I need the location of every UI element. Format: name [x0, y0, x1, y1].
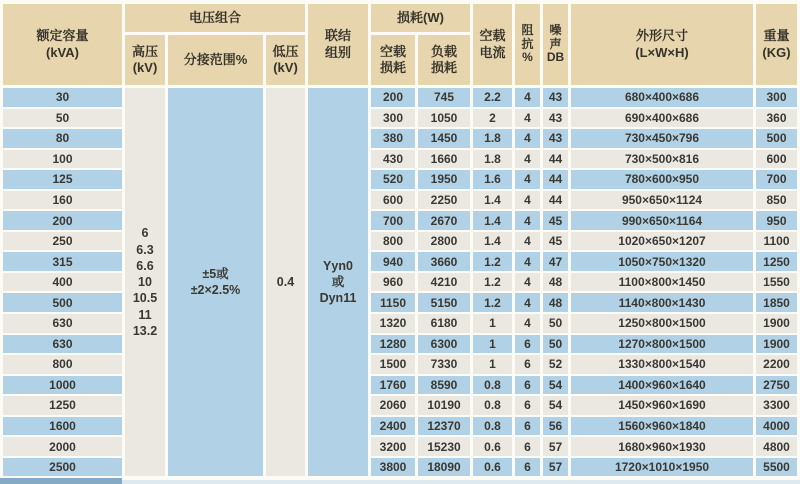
cell-weight: 5500 — [756, 458, 797, 477]
cell-no-load-loss: 300 — [371, 109, 415, 128]
cell-noise: 44 — [543, 170, 568, 189]
spec-table — [3, 4, 797, 476]
cell-dimensions: 1270×800×1500 — [571, 335, 753, 354]
merged-tap-range: ±5或 ±2×2.5% — [168, 88, 263, 476]
cell-impedance: 6 — [515, 437, 540, 456]
cell-no-load-loss: 2060 — [371, 396, 415, 415]
cell-no-load-current: 1.4 — [473, 211, 512, 230]
cell-dimensions: 730×500×816 — [571, 150, 753, 169]
cell-load-loss: 1450 — [418, 129, 470, 148]
cell-dimensions: 950×650×1124 — [571, 191, 753, 210]
table-body — [3, 88, 797, 476]
cell-no-load-current: 0.8 — [473, 417, 512, 436]
cell-no-load-loss: 1500 — [371, 355, 415, 374]
cell-load-loss: 7330 — [418, 355, 470, 374]
cell-no-load-current: 0.8 — [473, 396, 512, 415]
cell-dimensions: 1050×750×1320 — [571, 252, 753, 271]
cell-no-load-current: 1.2 — [473, 273, 512, 292]
cell-no-load-loss: 600 — [371, 191, 415, 210]
cell-noise: 45 — [543, 211, 568, 230]
cell-noise: 56 — [543, 417, 568, 436]
cell-dimensions: 1680×960×1930 — [571, 437, 753, 456]
cell-load-loss: 6300 — [418, 335, 470, 354]
header-voltage-group: 电压组合 — [125, 4, 305, 32]
cell-impedance: 4 — [515, 150, 540, 169]
header-impedance: 阻 抗 % — [515, 4, 540, 85]
cell-no-load-loss: 200 — [371, 88, 415, 107]
cell-noise: 57 — [543, 458, 568, 477]
cell-capacity: 500 — [3, 293, 122, 312]
cell-weight: 1900 — [756, 314, 797, 333]
cell-dimensions: 1100×800×1450 — [571, 273, 753, 292]
cell-no-load-current: 1.4 — [473, 232, 512, 251]
cell-noise: 57 — [543, 437, 568, 456]
cell-load-loss: 5150 — [418, 293, 470, 312]
header-rated-capacity: 额定容量 (kVA) — [3, 4, 122, 85]
cell-load-loss: 1050 — [418, 109, 470, 128]
cell-load-loss: 6180 — [418, 314, 470, 333]
cell-noise: 44 — [543, 150, 568, 169]
header-loss: 损耗(W) — [371, 4, 470, 32]
cell-capacity: 80 — [3, 129, 122, 148]
merged-lv-value: 0.4 — [266, 88, 305, 476]
cell-dimensions: 1250×800×1500 — [571, 314, 753, 333]
cell-noise: 43 — [543, 88, 568, 107]
cell-capacity: 100 — [3, 150, 122, 169]
cell-weight: 1900 — [756, 335, 797, 354]
cell-noise: 44 — [543, 191, 568, 210]
cell-capacity: 200 — [3, 211, 122, 230]
cell-no-load-loss: 1150 — [371, 293, 415, 312]
cell-weight: 4000 — [756, 417, 797, 436]
cell-weight: 2750 — [756, 376, 797, 395]
cell-load-loss: 2250 — [418, 191, 470, 210]
cell-no-load-loss: 800 — [371, 232, 415, 251]
cell-no-load-loss: 960 — [371, 273, 415, 292]
cell-capacity: 250 — [3, 232, 122, 251]
cell-noise: 45 — [543, 232, 568, 251]
cell-no-load-loss: 430 — [371, 150, 415, 169]
cell-dimensions: 730×450×796 — [571, 129, 753, 148]
cell-capacity: 125 — [3, 170, 122, 189]
cell-no-load-loss: 2400 — [371, 417, 415, 436]
merged-hv-values: 6 6.3 6.6 10 10.5 11 13.2 — [125, 88, 165, 476]
cell-no-load-current: 1.6 — [473, 170, 512, 189]
cell-impedance: 4 — [515, 170, 540, 189]
cell-weight: 2200 — [756, 355, 797, 374]
cell-impedance: 6 — [515, 417, 540, 436]
merged-connection-group: Yyn0 或 Dyn11 — [308, 88, 368, 476]
cell-impedance: 4 — [515, 252, 540, 271]
cell-weight: 300 — [756, 88, 797, 107]
cell-no-load-loss: 1320 — [371, 314, 415, 333]
header-noise: 噪 声 DB — [543, 4, 568, 85]
cell-impedance: 6 — [515, 396, 540, 415]
cell-weight: 950 — [756, 211, 797, 230]
cell-impedance: 4 — [515, 232, 540, 251]
cell-weight: 500 — [756, 129, 797, 148]
cell-weight: 1100 — [756, 232, 797, 251]
cell-capacity: 630 — [3, 314, 122, 333]
cell-impedance: 4 — [515, 191, 540, 210]
cell-no-load-current: 2.2 — [473, 88, 512, 107]
cell-noise: 50 — [543, 314, 568, 333]
cell-weight: 4800 — [756, 437, 797, 456]
cell-dimensions: 990×650×1164 — [571, 211, 753, 230]
cell-noise: 47 — [543, 252, 568, 271]
header-low-voltage: 低压 (kV) — [266, 35, 305, 85]
cell-impedance: 4 — [515, 109, 540, 128]
cell-noise: 52 — [543, 355, 568, 374]
cell-dimensions: 1330×800×1540 — [571, 355, 753, 374]
header-no-load-current: 空载 电流 — [473, 4, 512, 85]
cell-impedance: 4 — [515, 314, 540, 333]
cell-noise: 50 — [543, 335, 568, 354]
cell-dimensions: 1560×960×1840 — [571, 417, 753, 436]
cell-noise: 54 — [543, 396, 568, 415]
cell-weight: 1550 — [756, 273, 797, 292]
cell-weight: 3300 — [756, 396, 797, 415]
cell-load-loss: 2800 — [418, 232, 470, 251]
cell-dimensions: 1020×650×1207 — [571, 232, 753, 251]
cell-noise: 43 — [543, 129, 568, 148]
cell-weight: 700 — [756, 170, 797, 189]
cell-no-load-current: 1 — [473, 335, 512, 354]
cell-load-loss: 10190 — [418, 396, 470, 415]
cell-load-loss: 12370 — [418, 417, 470, 436]
cell-load-loss: 1660 — [418, 150, 470, 169]
cell-no-load-current: 1 — [473, 355, 512, 374]
cell-no-load-current: 0.6 — [473, 458, 512, 477]
cell-capacity: 2000 — [3, 437, 122, 456]
cell-no-load-loss: 3200 — [371, 437, 415, 456]
cell-dimensions: 780×600×950 — [571, 170, 753, 189]
cell-load-loss: 2670 — [418, 211, 470, 230]
cell-no-load-current: 1 — [473, 314, 512, 333]
cell-weight: 360 — [756, 109, 797, 128]
cell-capacity: 630 — [3, 335, 122, 354]
cell-no-load-loss: 1760 — [371, 376, 415, 395]
header-tap-range: 分接范围% — [168, 35, 263, 85]
cell-impedance: 4 — [515, 293, 540, 312]
cell-impedance: 4 — [515, 129, 540, 148]
cell-dimensions: 1400×960×1640 — [571, 376, 753, 395]
cell-capacity: 1000 — [3, 376, 122, 395]
cell-no-load-current: 1.8 — [473, 129, 512, 148]
cell-no-load-loss: 3800 — [371, 458, 415, 477]
header-weight: 重量 (KG) — [756, 4, 797, 85]
cell-load-loss: 1950 — [418, 170, 470, 189]
cell-impedance: 4 — [515, 211, 540, 230]
cell-no-load-loss: 520 — [371, 170, 415, 189]
cell-capacity: 400 — [3, 273, 122, 292]
cell-no-load-current: 1.4 — [473, 191, 512, 210]
cell-no-load-loss: 940 — [371, 252, 415, 271]
cell-load-loss: 8590 — [418, 376, 470, 395]
header-connection-group: 联结 组别 — [308, 4, 368, 85]
cell-weight: 1850 — [756, 293, 797, 312]
cell-no-load-current: 1.8 — [473, 150, 512, 169]
cell-no-load-loss: 1280 — [371, 335, 415, 354]
table-bottom-shadow — [0, 478, 122, 484]
header-dimensions: 外形尺寸 (L×W×H) — [571, 4, 753, 85]
cell-no-load-loss: 700 — [371, 211, 415, 230]
cell-dimensions: 690×400×686 — [571, 109, 753, 128]
cell-impedance: 4 — [515, 88, 540, 107]
cell-impedance: 6 — [515, 355, 540, 374]
cell-no-load-current: 0.8 — [473, 376, 512, 395]
cell-dimensions: 1450×960×1690 — [571, 396, 753, 415]
cell-noise: 48 — [543, 293, 568, 312]
cell-capacity: 315 — [3, 252, 122, 271]
cell-no-load-current: 2 — [473, 109, 512, 128]
cell-load-loss: 4210 — [418, 273, 470, 292]
cell-no-load-current: 0.6 — [473, 437, 512, 456]
cell-capacity: 50 — [3, 109, 122, 128]
cell-impedance: 6 — [515, 376, 540, 395]
cell-load-loss: 3660 — [418, 252, 470, 271]
cell-weight: 850 — [756, 191, 797, 210]
cell-impedance: 6 — [515, 335, 540, 354]
cell-load-loss: 18090 — [418, 458, 470, 477]
cell-capacity: 800 — [3, 355, 122, 374]
cell-load-loss: 745 — [418, 88, 470, 107]
cell-dimensions: 1140×800×1430 — [571, 293, 753, 312]
cell-noise: 43 — [543, 109, 568, 128]
cell-capacity: 1600 — [3, 417, 122, 436]
cell-noise: 48 — [543, 273, 568, 292]
cell-impedance: 4 — [515, 273, 540, 292]
cell-capacity: 160 — [3, 191, 122, 210]
cell-load-loss: 15230 — [418, 437, 470, 456]
cell-capacity: 1250 — [3, 396, 122, 415]
cell-weight: 1250 — [756, 252, 797, 271]
table-header — [3, 4, 797, 85]
header-load-loss: 负载 损耗 — [418, 35, 470, 85]
cell-dimensions: 1720×1010×1950 — [571, 458, 753, 477]
cell-no-load-loss: 380 — [371, 129, 415, 148]
header-high-voltage: 高压 (kV) — [125, 35, 165, 85]
cell-dimensions: 680×400×686 — [571, 88, 753, 107]
cell-no-load-current: 1.2 — [473, 252, 512, 271]
cell-capacity: 30 — [3, 88, 122, 107]
header-no-load-loss: 空载 损耗 — [371, 35, 415, 85]
cell-noise: 54 — [543, 376, 568, 395]
cell-no-load-current: 1.2 — [473, 293, 512, 312]
cell-impedance: 6 — [515, 458, 540, 477]
cell-capacity: 2500 — [3, 458, 122, 477]
cell-weight: 600 — [756, 150, 797, 169]
